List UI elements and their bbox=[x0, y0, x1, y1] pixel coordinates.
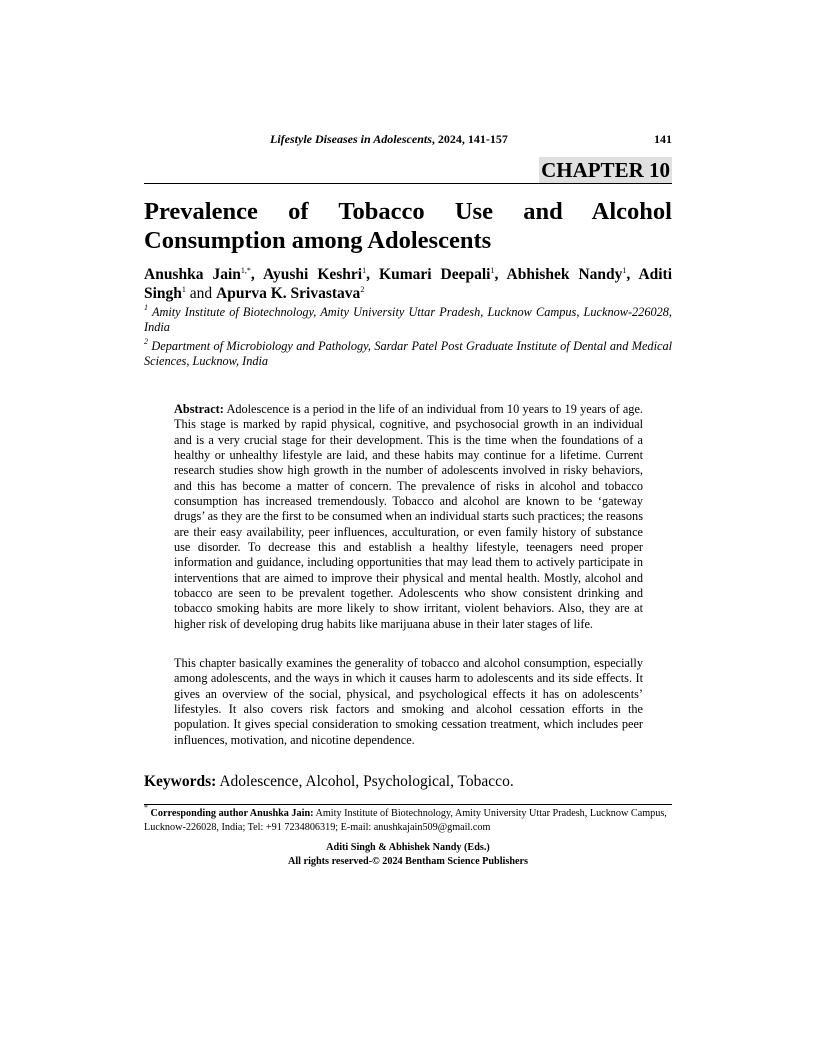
title-line-2: Consumption among Adolescents bbox=[144, 227, 492, 254]
editors: Aditi Singh & Abhishek Nandy (Eds.) bbox=[326, 842, 490, 853]
copyright: All rights reserved-© 2024 Bentham Science Publishers bbox=[287, 855, 529, 867]
author-affiliation-marker: 2 bbox=[360, 285, 365, 294]
affiliation-1 bbox=[144, 305, 672, 335]
keywords-label: Keywords: bbox=[144, 773, 217, 790]
chapter-label: CHAPTER 10 bbox=[541, 158, 670, 182]
header-rule bbox=[144, 183, 672, 184]
journal-citation bbox=[270, 132, 508, 147]
abstract-paragraph-1 bbox=[174, 402, 643, 632]
author-separator: , bbox=[494, 266, 507, 283]
author-name: Abhishek Nandy bbox=[506, 266, 623, 283]
author-separator: , bbox=[626, 266, 639, 283]
author-separator: , bbox=[250, 266, 263, 283]
abstract-paragraph-2: This chapter basically examines the generality of tobacco and alcohol consumption, especially among adolescents, and the ways in which it causes harm to adolescents and its side effects. It gives an overview of the social, physical, and psychological effects it has on adolescents’ lifestyles. It also covers risk factors and smoking and alcohol cessation efforts in the population. It gives special consideration to smoking cessation treatment, which includes peer influences, motivation, and nicotine dependence. bbox=[174, 656, 643, 747]
affiliation-marker: 1 bbox=[144, 303, 148, 312]
footnote-text: Amity Institute of Biotechnology, Amity University Uttar Pradesh, Lucknow Campus, Lucknow-226028, India; Tel: +91 7234806319; E-mail: anushkajain509@gmail.com bbox=[144, 808, 667, 833]
publisher-info bbox=[144, 841, 672, 868]
author-name: Aditi Singh bbox=[144, 266, 673, 302]
affiliation-2 bbox=[144, 339, 672, 369]
footnote-label: Corresponding author Anushka Jain: bbox=[150, 808, 314, 819]
abstract-label: Abstract: bbox=[174, 402, 224, 416]
author-affiliation-marker: 1,* bbox=[240, 266, 251, 275]
footnote-rule bbox=[144, 804, 672, 805]
title-line-1: Prevalence of Tobacco Use and Alcohol bbox=[144, 198, 672, 225]
affiliation-text: Department of Microbiology and Pathology, Sardar Patel Post Graduate Institute of Dental and Medical Sciences, Lucknow, India bbox=[144, 339, 673, 368]
author-name: Anushka Jain bbox=[144, 266, 241, 283]
author-affiliation-marker: 1 bbox=[362, 266, 367, 275]
author-affiliation-marker: 1 bbox=[622, 266, 627, 275]
page-number: 141 bbox=[654, 132, 672, 146]
journal-details: , 2024, 141-157 bbox=[431, 132, 508, 146]
author-name: Kumari Deepali bbox=[379, 266, 491, 283]
affiliation-marker: 2 bbox=[144, 337, 148, 346]
author-separator: , bbox=[366, 266, 380, 283]
author-list bbox=[144, 265, 672, 303]
chapter-title bbox=[144, 197, 672, 255]
abstract-text: Adolescence is a period in the life of an individual from 10 years to 19 years of age. This stage is marked by rapid physical, cognitive, and psychosocial growth in an individual and is a very crucial stage for their development. This is the time when the foundations of a healthy or unhealthy lifestyle are laid, and these habits may continue for a lifetime. Current research studies show high growth in the number of adolescents involved in risky behaviors, and this has become a matter of concern. The prevalence of risks in alcohol and tobacco consumption has increased tremendously. Tobacco and alcohol are known to be ‘gateway drugs’ as they are the first to be consumed when an individual starts such practices; the reasons are their easy availability, peer influences, acculturation, or even family history of substance use disorder. To decrease this and establish a healthy lifestyle, teenagers need proper information and guidance, including opportunities that may lead them to actively participate in interventions that are aimed to improve their physical and mental health. Mostly, alcohol and tobacco are seen to be prevalent together. Adolescents who show consistent drinking and tobacco smoking habits are more likely to show irritant, violent behaviors. Also, they are at higher risk of developing drug habits like marijuana abuse in their later stages of life. bbox=[174, 402, 643, 631]
author-affiliation-marker: 1 bbox=[490, 266, 495, 275]
keywords bbox=[144, 773, 514, 791]
author-name: Apurva K. Srivastava bbox=[216, 285, 361, 302]
author-separator: and bbox=[185, 285, 217, 302]
author-name: Ayushi Keshri bbox=[262, 266, 363, 283]
footnote-marker: * bbox=[144, 803, 148, 812]
keywords-text: Adolescence, Alcohol, Psychological, Tobacco. bbox=[216, 773, 514, 790]
corresponding-author-footnote bbox=[144, 803, 672, 834]
journal-title: Lifestyle Diseases in Adolescents bbox=[270, 132, 432, 146]
affiliation-text: Amity Institute of Biotechnology, Amity University Uttar Pradesh, Lucknow Campus, Lucknow-226028, India bbox=[144, 305, 673, 334]
author-affiliation-marker: 1 bbox=[181, 285, 186, 294]
